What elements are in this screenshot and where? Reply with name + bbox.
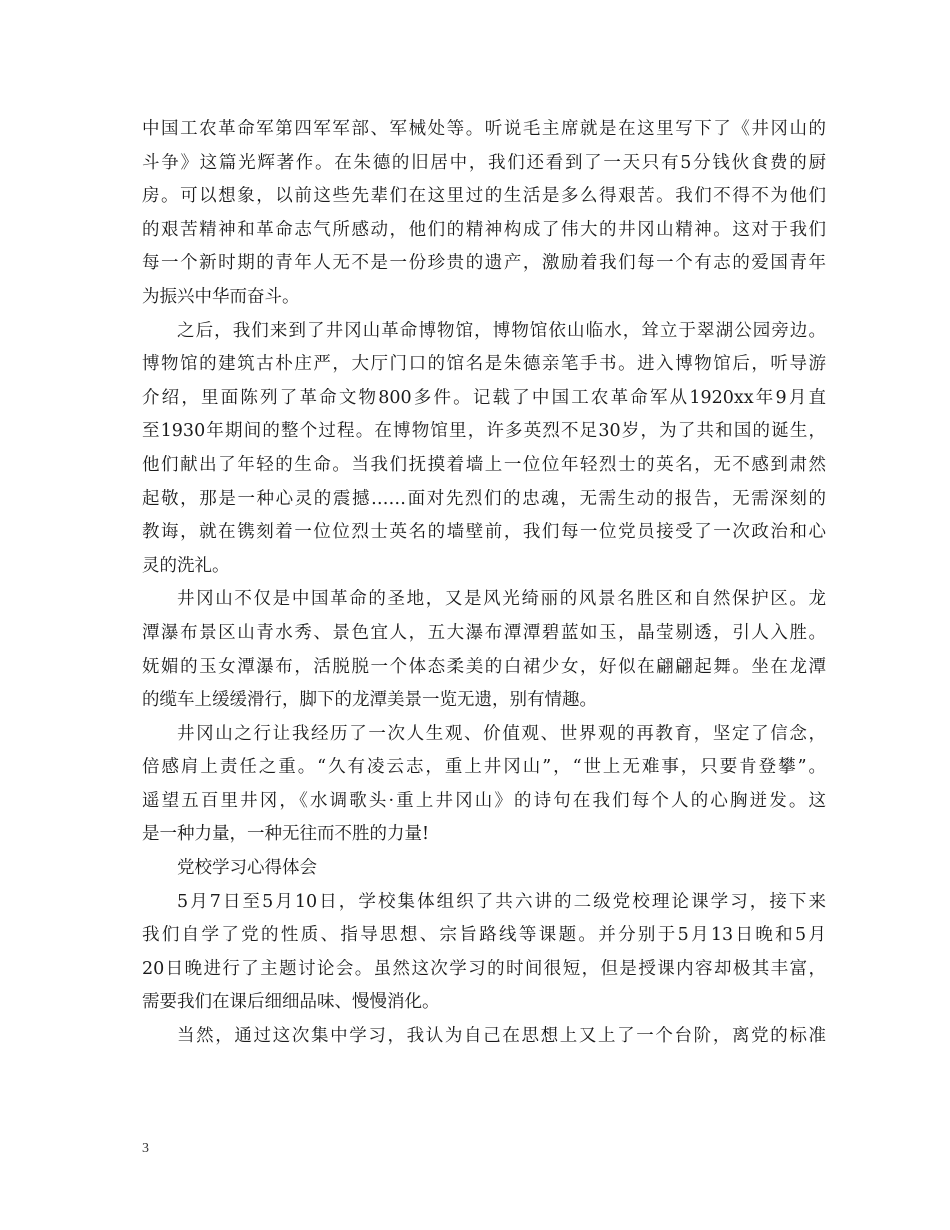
text-line: 至1930年期间的整个过程。在博物馆里，许多英烈不足30岁，为了共和国的诞生， xyxy=(142,421,826,442)
text-line: 每一个新时期的青年人无不是一份珍贵的遗产，激励着我们每一个有志的爱国青年 xyxy=(142,253,826,274)
text-line: 是一种力量，一种无往而不胜的力量! xyxy=(142,824,430,845)
paragraph-start-line: 井冈山之行让我经历了一次人生观、价值观、世界观的再教育，坚定了信念， xyxy=(177,723,826,744)
text-line: 的艰苦精神和革命志气所感动，他们的精神构成了伟大的井冈山精神。这对于我们 xyxy=(142,219,826,240)
text-line: 潭瀑布景区山青水秀、景色宜人，五大瀑布潭潭碧蓝如玉，晶莹剔透，引人入胜。 xyxy=(142,622,826,643)
text-line: 的缆车上缓缓滑行，脚下的龙潭美景一览无遗，别有情趣。 xyxy=(142,690,597,711)
section-heading: 党校学习心得体会 xyxy=(177,858,317,879)
text-line: 中国工农革命军第四军军部、军械处等。听说毛主席就是在这里写下了《井冈山的 xyxy=(142,119,826,139)
paragraph-start-line: 井冈山不仅是中国革命的圣地，又是风光绮丽的风景名胜区和自然保护区。龙 xyxy=(177,589,826,610)
paragraph-start-line: 之后，我们来到了井冈山革命博物馆，博物馆依山临水，耸立于翠湖公园旁边。 xyxy=(177,320,826,341)
paragraph-start-line: 当然，通过这次集中学习，我认为自己在思想上又上了一个台阶，离党的标准 xyxy=(177,1026,826,1047)
text-line: 房。可以想象，以前这些先辈们在这里过的生活是多么得艰苦。我们不得不为他们 xyxy=(142,186,826,207)
page-number: 3 xyxy=(142,1141,149,1156)
paragraph-start-line: 5月7日至5月10日，学校集体组织了共六讲的二级党校理论课学习，接下来 xyxy=(177,891,826,912)
text-line: 他们献出了年轻的生命。当我们抚摸着墙上一位位年轻烈士的英名，无不感到肃然 xyxy=(142,454,826,475)
text-line: 为振兴中华而奋斗。 xyxy=(142,286,300,307)
text-line: 斗争》这篇光辉著作。在朱德的旧居中，我们还看到了一天只有5分钱伙食费的厨 xyxy=(142,152,826,173)
text-line: 需要我们在课后细细品味、慢慢消化。 xyxy=(142,992,440,1013)
text-line: 介绍，里面陈列了革命文物800多件。记载了中国工农革命军从1920xx年9月直 xyxy=(142,387,826,408)
text-line: 20日晚进行了主题讨论会。虽然这次学习的时间很短，但是授课内容却极其丰富， xyxy=(142,958,826,979)
text-line: 妩媚的玉女潭瀑布，活脱脱一个体态柔美的白裙少女，好似在翩翩起舞。坐在龙潭 xyxy=(142,656,826,677)
text-line: 教诲，就在镌刻着一位位烈士英名的墙壁前，我们每一位党员接受了一次政治和心 xyxy=(142,522,826,543)
text-line: 起敬，那是一种心灵的震撼……面对先烈们的忠魂，无需生动的报告，无需深刻的 xyxy=(142,488,826,509)
text-line: 博物馆的建筑古朴庄严，大厅门口的馆名是朱德亲笔手书。进入博物馆后，听导游 xyxy=(142,354,826,375)
text-line: 倍感肩上责任之重。“久有凌云志，重上井冈山”，“世上无难事，只要肯登攀”。 xyxy=(142,757,826,778)
document-body xyxy=(142,113,826,1054)
text-line: 我们自学了党的性质、指导思想、宗旨路线等课题。并分别于5月13日晚和5月 xyxy=(142,925,826,946)
text-line: 灵的洗礼。 xyxy=(142,555,230,576)
text-line: 遥望五百里井冈，《水调歌头·重上井冈山》的诗句在我们每个人的心胸迸发。这 xyxy=(142,790,826,811)
